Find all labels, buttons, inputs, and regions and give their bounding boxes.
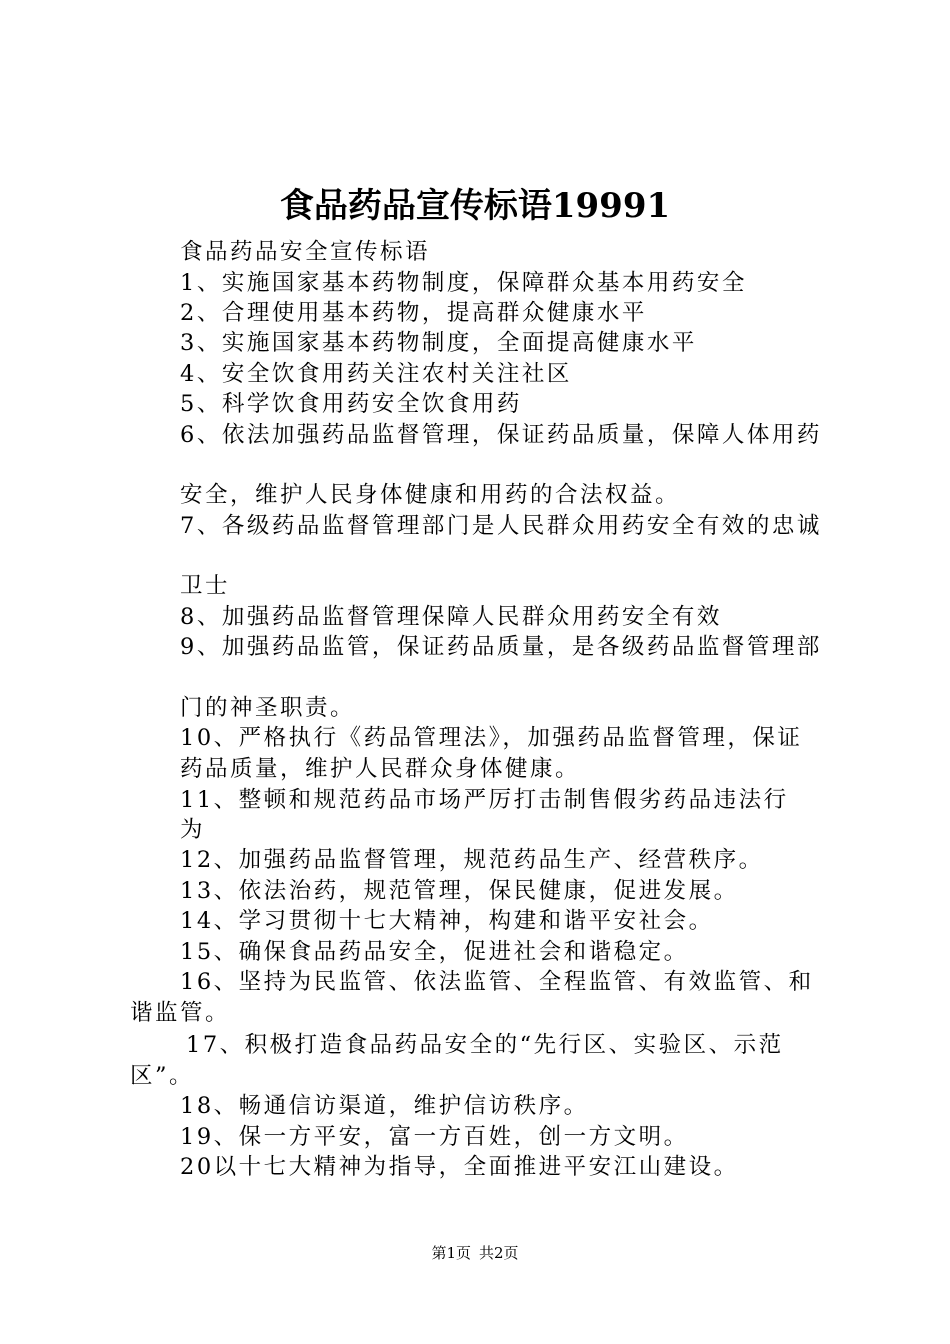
text-line: 8、加强药品监督管理保障人民群众用药安全有效	[180, 604, 722, 630]
text-line: 12、加强药品监督管理，规范药品生产、经营秩序。	[180, 847, 764, 873]
text-line: 20以十七大精神为指导，全面推进平安江山建设。	[180, 1154, 739, 1180]
document-title: 食品药品宣传标语19991	[279, 186, 671, 226]
text-line: 16、坚持为民监管、依法监管、全程监管、有效监管、和	[180, 969, 814, 995]
text-line: 6、依法加强药品监督管理，保证药品质量，保障人体用药	[180, 422, 822, 448]
text-line: 10、严格执行《药品管理法》，加强药品监督管理，保证	[180, 725, 803, 751]
text-line: 谐监管。	[130, 1000, 231, 1026]
text-line: 食品药品安全宣传标语	[180, 239, 431, 265]
text-line: 区”。	[130, 1063, 195, 1089]
text-line: 17、积极打造食品药品安全的“先行区、实验区、示范	[186, 1032, 784, 1058]
text-line: 为	[180, 817, 206, 843]
text-line: 18、畅通信访渠道，维护信访秩序。	[180, 1093, 589, 1119]
text-line: 2、合理使用基本药物，提高群众健康水平	[180, 300, 647, 326]
text-line: 3、实施国家基本药物制度，全面提高健康水平	[180, 330, 697, 356]
text-line: 卫士	[180, 573, 231, 599]
text-line: 安全，维护人民身体健康和用药的合法权益。	[180, 482, 681, 508]
text-line: 5、科学饮食用药安全饮食用药	[180, 391, 522, 417]
text-line: 19、保一方平安，富一方百姓，创一方文明。	[180, 1124, 689, 1150]
text-line: 门的神圣职责。	[180, 695, 356, 721]
text-line: 4、安全饮食用药关注农村关注社区	[180, 361, 572, 387]
text-line: 药品质量，维护人民群众身体健康。	[180, 756, 581, 782]
page-number: 第1页	[431, 1244, 471, 1262]
text-line: 7、各级药品监督管理部门是人民群众用药安全有效的忠诚	[180, 513, 822, 539]
text-line: 14、学习贯彻十七大精神，构建和谐平安社会。	[180, 908, 714, 934]
text-line: 13、依法治药，规范管理，保民健康，促进发展。	[180, 878, 739, 904]
text-line: 15、确保食品药品安全，促进社会和谐稳定。	[180, 939, 689, 965]
page-footer	[0, 1242, 950, 1263]
text-line: 9、加强药品监管，保证药品质量，是各级药品监督管理部	[180, 634, 822, 660]
text-line: 11、整顿和规范药品市场严厉打击制售假劣药品违法行	[180, 787, 789, 813]
page-total: 共2页	[479, 1244, 519, 1262]
text-line: 1、实施国家基本药物制度，保障群众基本用药安全	[180, 270, 747, 296]
